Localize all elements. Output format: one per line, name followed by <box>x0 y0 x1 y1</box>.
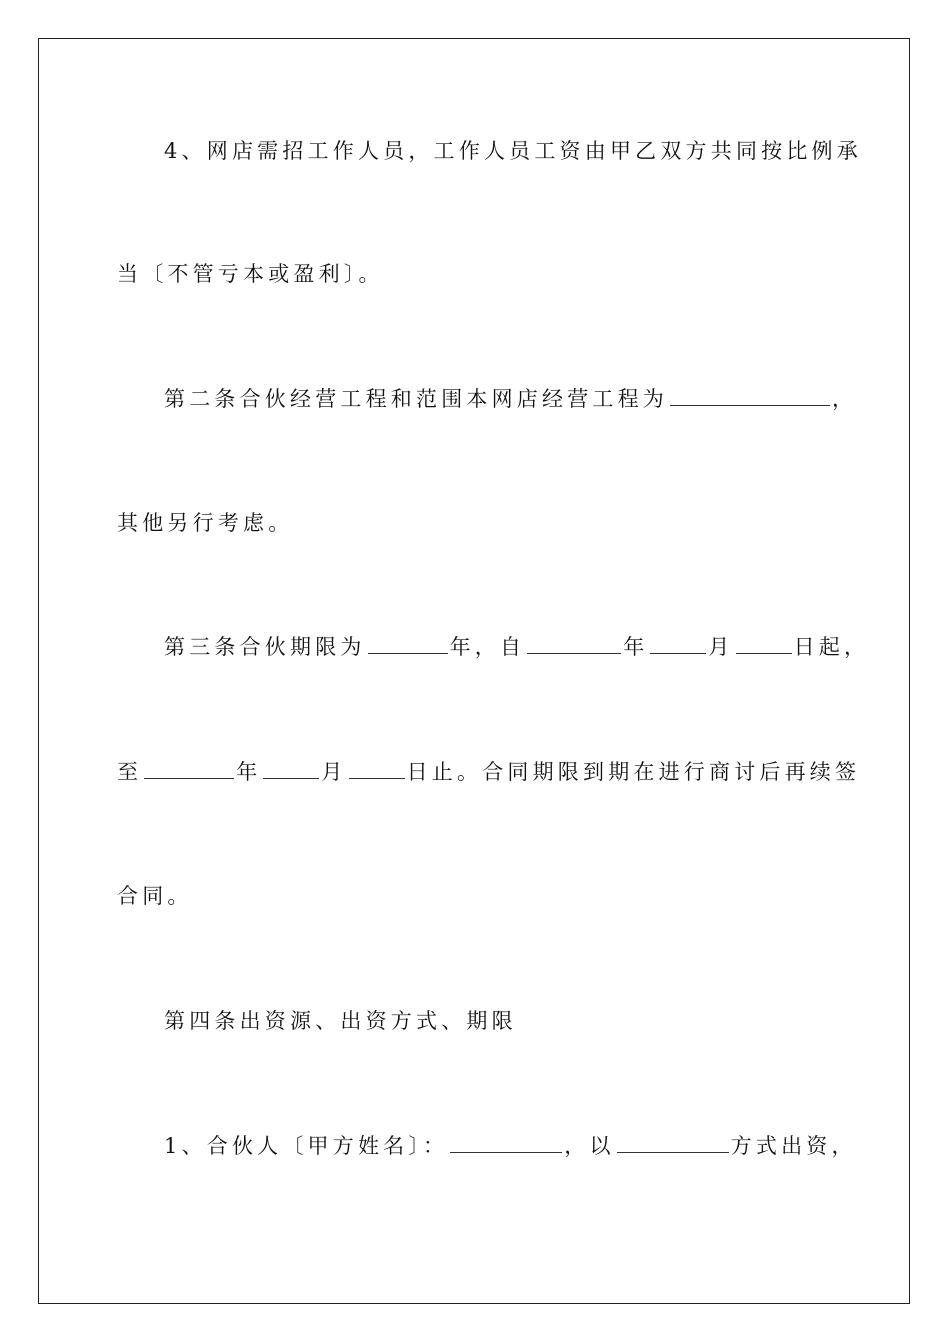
line-text: 年 <box>623 635 649 659</box>
paragraph-line-4 <box>117 508 837 538</box>
line-text: 4、网店需招工作人员，工作人员工资由甲乙双方共同按比例承 <box>164 139 862 163</box>
end-year-blank[interactable] <box>144 760 234 779</box>
article-3-line <box>164 632 870 662</box>
line-text: 当〔不管亏本或盈利〕。 <box>117 262 384 286</box>
paragraph-line-7 <box>117 881 837 911</box>
end-date-line <box>117 757 861 787</box>
business-scope-blank[interactable] <box>670 387 830 406</box>
term-years-blank[interactable] <box>368 635 448 654</box>
line-text: ，以 <box>564 1134 615 1158</box>
partner-a-amount-blank[interactable] <box>450 1134 562 1153</box>
line-text: 第四条出资源、出资方式、期限 <box>164 1009 517 1033</box>
end-month-blank[interactable] <box>263 760 319 779</box>
start-month-blank[interactable] <box>650 635 706 654</box>
line-text: 月 <box>708 635 734 659</box>
paragraph-line-1 <box>164 136 862 166</box>
start-day-blank[interactable] <box>736 635 792 654</box>
page-border <box>38 38 910 1304</box>
line-text: 年，自 <box>449 635 526 659</box>
end-day-blank[interactable] <box>349 760 405 779</box>
line-text: ， <box>832 387 858 411</box>
start-year-blank[interactable] <box>527 635 621 654</box>
line-text: 1、合伙人〔甲方姓名〕： <box>164 1134 449 1158</box>
line-text: 方式出资， <box>730 1134 857 1158</box>
line-text: 第三条合伙期限为 <box>164 635 366 659</box>
line-text: 日止。合同期限到期在进行商讨后再续签 <box>406 760 861 784</box>
line-text: 合同。 <box>117 884 193 908</box>
line-text: 其他另行考虑。 <box>117 511 294 535</box>
line-text: 年 <box>236 760 262 784</box>
line-text: 日起， <box>793 635 870 659</box>
paragraph-line-2 <box>117 259 837 289</box>
line-text: 第二条合伙经营工程和范围本网店经营工程为 <box>164 387 668 411</box>
line-text: 至 <box>117 760 143 784</box>
partner-a-line <box>164 1131 857 1161</box>
article-2-line <box>164 384 858 414</box>
partner-a-method-blank[interactable] <box>617 1134 729 1153</box>
article-4-heading <box>164 1006 844 1036</box>
line-text: 月 <box>321 760 347 784</box>
